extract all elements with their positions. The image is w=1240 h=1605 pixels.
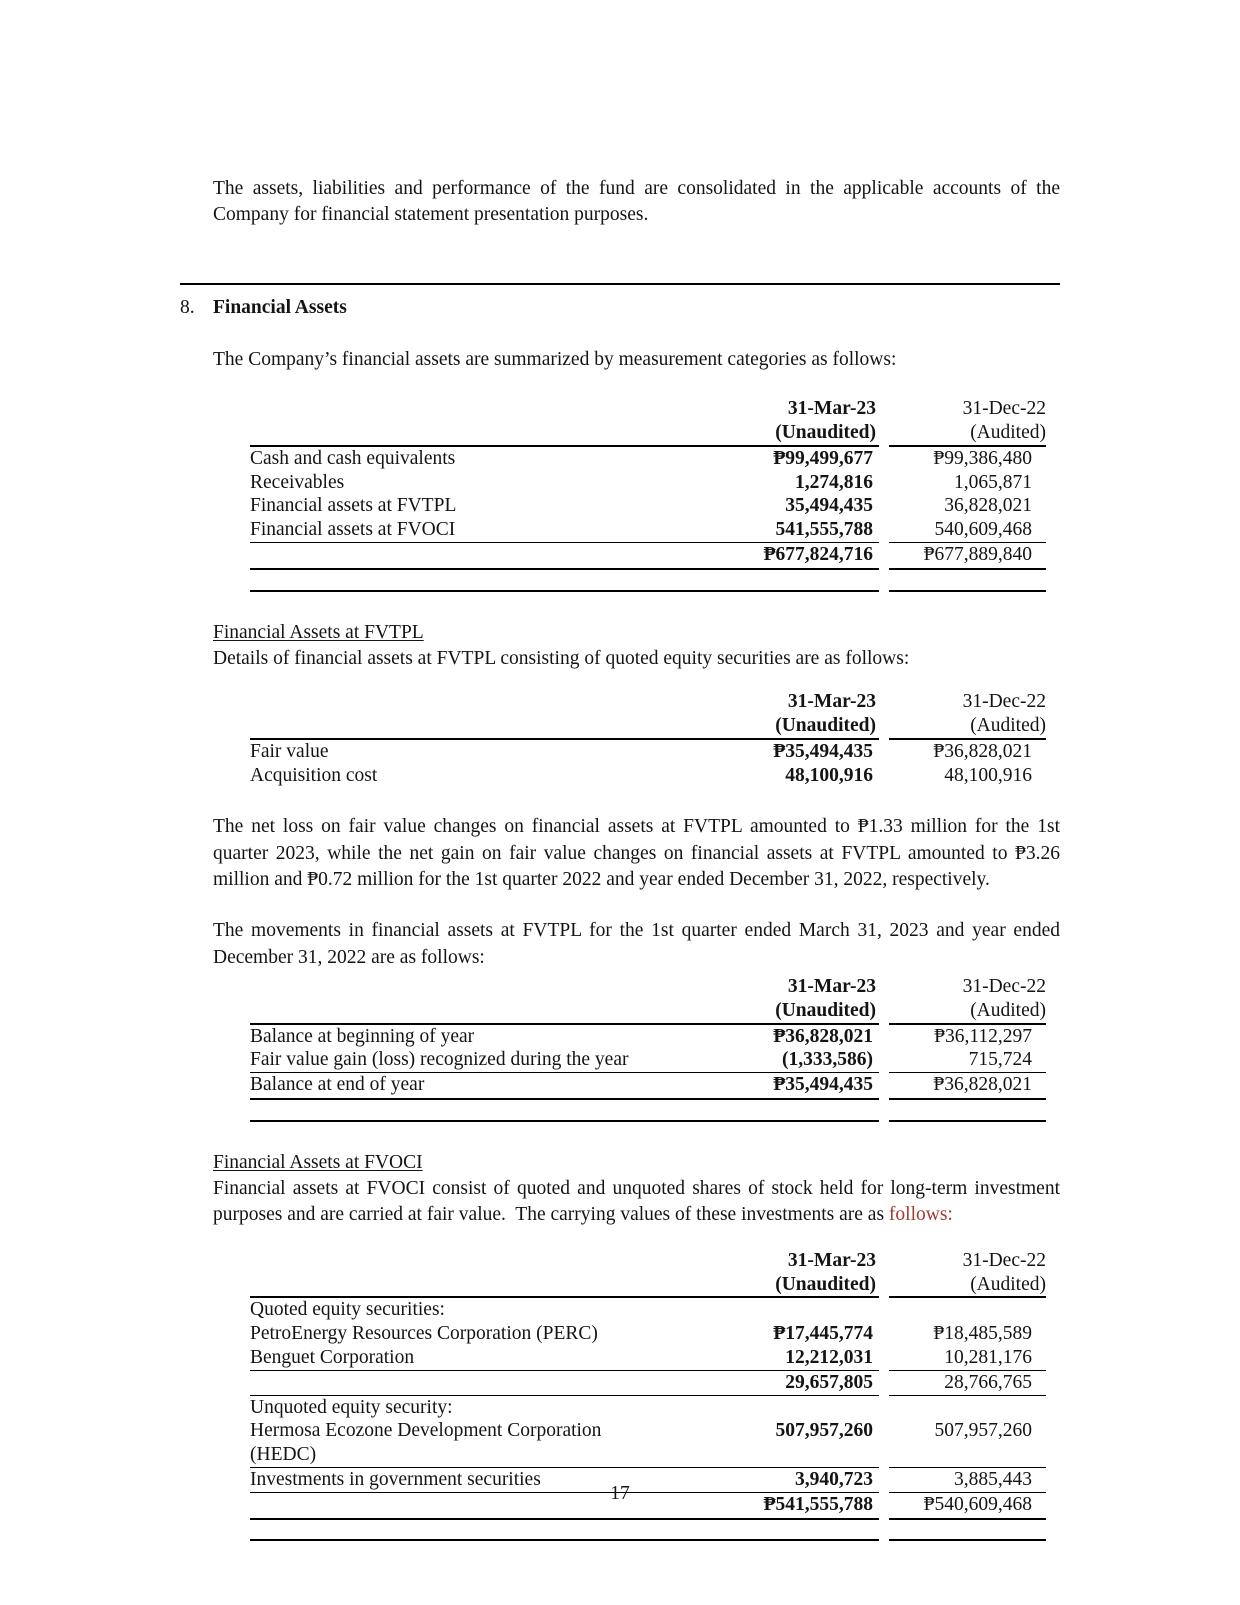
table-header-row <box>250 975 1046 1025</box>
row-value-dec22: ₱36,828,021 <box>933 740 1032 762</box>
col-header-audited: (Audited) <box>970 715 1046 737</box>
col-header-audited: (Audited) <box>970 999 1046 1021</box>
group-label-row <box>250 1396 1046 1420</box>
intro-paragraph: The assets, liabilities and performance of the fund are consolidated in the applicable accounts of the Company for financial statement presentation purposes. <box>213 178 1060 226</box>
row-value-dec22: 1,065,871 <box>954 471 1032 493</box>
table-total-row <box>250 543 1046 567</box>
row-label: Cash and cash equivalents <box>250 447 456 469</box>
col-header-audited: (Audited) <box>970 422 1046 444</box>
table-row <box>250 1322 1046 1346</box>
row-value-mar23: 541,555,788 <box>775 519 873 541</box>
row-value-mar23: (1,333,586) <box>782 1049 873 1071</box>
row-label: Acquisition cost <box>250 764 378 786</box>
row-value-mar23: 507,957,260 <box>775 1420 873 1442</box>
table-subtotal-row <box>250 1371 1046 1396</box>
col-header-unaudited: (Unaudited) <box>775 422 876 444</box>
row-label: Fair value <box>250 740 329 762</box>
row-value-dec22: 48,100,916 <box>944 764 1032 786</box>
row-value-dec22: 36,828,021 <box>944 495 1032 517</box>
fvtpl-paragraph-1: The net loss on fair value changes on financial assets at FVTPL amounted to ₱1.33 million for the 1st quarter 2023, while the net gain on fair value changes on financial assets at FVTPL amounted to ₱3.26 million and ₱0.72 million for the 1st quarter 2022 and year ended December 31, 2022, respectively. <box>213 816 1060 891</box>
table-total-row <box>250 1073 1046 1097</box>
row-label: Balance at beginning of year <box>250 1025 475 1047</box>
table-row <box>250 1346 1046 1371</box>
total-value-mar23: ₱541,555,788 <box>763 1493 873 1515</box>
section-title: Financial Assets <box>213 296 347 318</box>
row-value-dec22: 507,957,260 <box>889 1419 1046 1468</box>
row-value-dec22: ₱99,386,480 <box>933 447 1032 469</box>
row-label: Hermosa Ecozone Development Corporation (HEDC) <box>250 1420 602 1466</box>
summary-table <box>250 397 1046 591</box>
row-value-mar23: 35,494,435 <box>785 495 873 517</box>
double-rule <box>250 568 1046 592</box>
subtotal-value-mar23: 29,657,805 <box>785 1371 873 1393</box>
row-value-dec22: 540,609,468 <box>889 518 1046 543</box>
table-row <box>250 471 1046 495</box>
col-header-dec22: 31-Dec-22 <box>962 691 1046 713</box>
table-row <box>250 447 1046 471</box>
col-header-dec22: 31-Dec-22 <box>962 398 1046 420</box>
fvtpl-movements-table <box>250 975 1046 1122</box>
row-label: Fair value gain (loss) recognized during the year <box>250 1049 629 1071</box>
double-rule <box>250 1098 1046 1122</box>
row-value-mar23: 3,940,723 <box>795 1468 873 1490</box>
summary-intro: The Company’s financial assets are summarized by measurement categories as follows: <box>213 348 897 370</box>
col-header-mar23: 31-Mar-23 <box>787 691 876 713</box>
col-header-mar23: 31-Mar-23 <box>787 1249 876 1271</box>
row-value-mar23: 1,274,816 <box>795 471 873 493</box>
col-header-dec22: 31-Dec-22 <box>962 1249 1046 1271</box>
table-row <box>250 494 1046 518</box>
total-value-dec22: ₱677,889,840 <box>923 544 1032 566</box>
row-value-dec22: 10,281,176 <box>889 1346 1046 1371</box>
page-number: 17 <box>610 1483 630 1504</box>
row-label: Financial assets at FVOCI <box>250 519 456 541</box>
double-rule <box>250 1518 1046 1542</box>
table-row <box>250 764 1046 788</box>
row-value-mar23: 48,100,916 <box>785 764 873 786</box>
col-header-audited: (Audited) <box>970 1273 1046 1295</box>
row-label: Investments in government securities <box>250 1468 541 1490</box>
row-value-dec22: ₱18,485,589 <box>933 1323 1032 1345</box>
row-value-mar23: ₱35,494,435 <box>773 740 873 762</box>
row-label: PetroEnergy Resources Corporation (PERC) <box>250 1323 598 1345</box>
row-label: Benguet Corporation <box>250 1346 415 1368</box>
group-label: Quoted equity securities: <box>250 1299 445 1321</box>
table-row <box>250 1419 1046 1468</box>
col-header-unaudited: (Unaudited) <box>775 1273 876 1295</box>
group-label-row <box>250 1298 1046 1322</box>
table-header-row <box>250 1249 1046 1299</box>
row-value-mar23: ₱17,445,774 <box>773 1323 873 1345</box>
fvtpl-intro: Details of financial assets at FVTPL consisting of quoted equity securities are as follows: <box>213 647 910 669</box>
total-label: Balance at end of year <box>250 1074 425 1096</box>
fvtpl-paragraph-2: The movements in financial assets at FVTPL for the 1st quarter ended March 31, 2023 and year ended December 31, 2022 are as follows: <box>213 920 1060 968</box>
table-row <box>250 1025 1046 1049</box>
total-value-dec22: ₱36,828,021 <box>933 1074 1032 1096</box>
table-header-row <box>250 397 1046 447</box>
row-value-mar23: ₱36,828,021 <box>773 1025 873 1047</box>
fvtpl-heading: Financial Assets at FVTPL <box>213 621 424 643</box>
total-value-mar23: ₱35,494,435 <box>773 1074 873 1096</box>
col-header-mar23: 31-Mar-23 <box>787 976 876 998</box>
table-row <box>250 518 1046 543</box>
row-label: Financial assets at FVTPL <box>250 495 457 517</box>
total-value-dec22: ₱540,609,468 <box>923 1493 1032 1515</box>
table-header-row <box>250 690 1046 740</box>
group-label: Unquoted equity security: <box>250 1396 453 1418</box>
table-row <box>250 1048 1046 1073</box>
fvoci-intro-red-text: follows: <box>888 1204 953 1226</box>
row-value-dec22: 715,724 <box>889 1048 1046 1073</box>
row-value-dec22: ₱36,112,297 <box>934 1025 1032 1047</box>
fvtpl-table <box>250 690 1046 787</box>
col-header-unaudited: (Unaudited) <box>775 999 876 1021</box>
fvoci-intro: Financial assets at FVOCI consist of quoted and unquoted shares of stock held for long-term investment purposes and are carried at fair value. The carrying values of these investments are as follows: <box>213 1178 1060 1226</box>
col-header-unaudited: (Unaudited) <box>775 715 876 737</box>
row-value-mar23: ₱99,499,677 <box>773 447 873 469</box>
section-divider <box>180 283 1060 285</box>
col-header-mar23: 31-Mar-23 <box>787 398 876 420</box>
table-row <box>250 740 1046 764</box>
section-heading <box>180 295 1060 320</box>
total-value-mar23: ₱677,824,716 <box>763 544 873 566</box>
fvoci-heading: Financial Assets at FVOCI <box>213 1151 423 1173</box>
section-number: 8. <box>180 296 195 318</box>
row-value-mar23: 12,212,031 <box>785 1346 873 1368</box>
col-header-dec22: 31-Dec-22 <box>962 976 1046 998</box>
subtotal-value-dec22: 28,766,765 <box>889 1371 1046 1396</box>
row-value-dec22: 3,885,443 <box>889 1468 1046 1493</box>
row-label: Receivables <box>250 471 345 493</box>
